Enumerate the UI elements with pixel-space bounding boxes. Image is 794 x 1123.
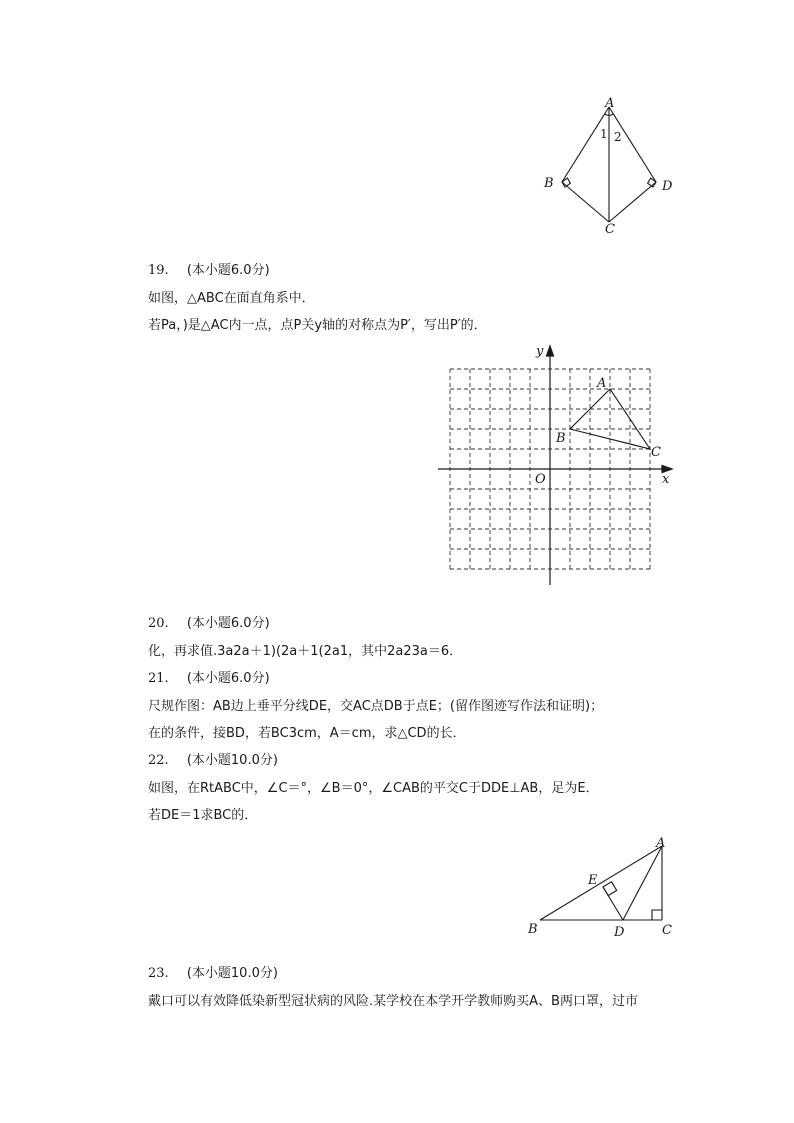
q22-line1: 如图，在RtABC中，∠C＝°，∠B＝0°，∠CAB的平交C于DDE⊥AB，足为E． — [148, 781, 599, 796]
label-b: B — [528, 922, 538, 937]
segment-ad — [609, 107, 656, 182]
label-x: x — [662, 472, 670, 487]
q19-number: 19. — [148, 263, 169, 278]
q23-header — [148, 965, 278, 983]
y-axis-arrow — [547, 346, 554, 356]
q22-line2: 若DE＝1求BC的． — [148, 808, 258, 823]
label-d: D — [662, 179, 673, 194]
label-angle-1: 1 — [600, 127, 608, 141]
label-angle-2: 2 — [614, 130, 622, 144]
q22-number: 22. — [148, 753, 169, 768]
q21-header — [148, 670, 270, 688]
q19-header — [148, 262, 270, 280]
label-b: B — [556, 431, 566, 446]
label-a: A — [605, 96, 615, 111]
q23-line1: 戴口可以有效降低染新型冠状病的风险.某学校在本学开学教师购买A、B两口罩，过市 — [148, 994, 638, 1009]
kite-figure — [530, 95, 680, 240]
q21-line1: 尺规作图：AB边上垂平分线DE，交AC点DB于点E；(留作图迹写作法和证明)； — [148, 699, 604, 714]
label-a: A — [597, 376, 607, 391]
q21-line2: 在的条件，接BD，若BC3cm，A＝cm，求△CD的长． — [148, 726, 466, 741]
right-angle-mark-e — [603, 882, 617, 896]
label-y: y — [536, 344, 544, 359]
label-a: A — [656, 836, 666, 851]
q20-number: 20. — [148, 616, 169, 631]
q19-line2: 若Pa，)是△AC内一点，点P关y轴的对称点为P′，写出P′的． — [148, 318, 487, 333]
label-c: C — [662, 923, 672, 938]
segment-ab — [540, 846, 662, 920]
q19-line1: 如图，△ABC在面直角系中． — [148, 291, 315, 306]
q21-points: (本小题6.0分) — [186, 671, 270, 686]
coordinate-grid-figure — [430, 340, 680, 590]
q21-number: 21. — [148, 671, 169, 686]
q22-header — [148, 752, 278, 770]
segment-bc — [562, 182, 609, 222]
q23-points: (本小题10.0分) — [186, 966, 278, 981]
q20-line1: 化，再求值.3a2a＋1)(2a＋1(2a1，其中2a23a＝6． — [148, 644, 463, 659]
q20-header — [148, 615, 270, 633]
right-triangle-figure — [520, 830, 685, 945]
q23-number: 23. — [148, 966, 169, 981]
label-c: C — [651, 445, 661, 460]
label-e: E — [588, 873, 598, 888]
label-d: D — [614, 925, 625, 940]
q22-points: (本小题10.0分) — [186, 753, 278, 768]
label-origin: O — [535, 472, 546, 487]
q20-points: (本小题6.0分) — [186, 616, 270, 631]
label-b: B — [544, 176, 554, 191]
segment-ad — [623, 846, 662, 920]
segment-dc — [609, 182, 656, 222]
q19-points: (本小题6.0分) — [186, 263, 270, 278]
right-angle-mark-c — [652, 910, 662, 920]
segment-ab — [562, 107, 609, 182]
label-c: C — [605, 222, 615, 237]
